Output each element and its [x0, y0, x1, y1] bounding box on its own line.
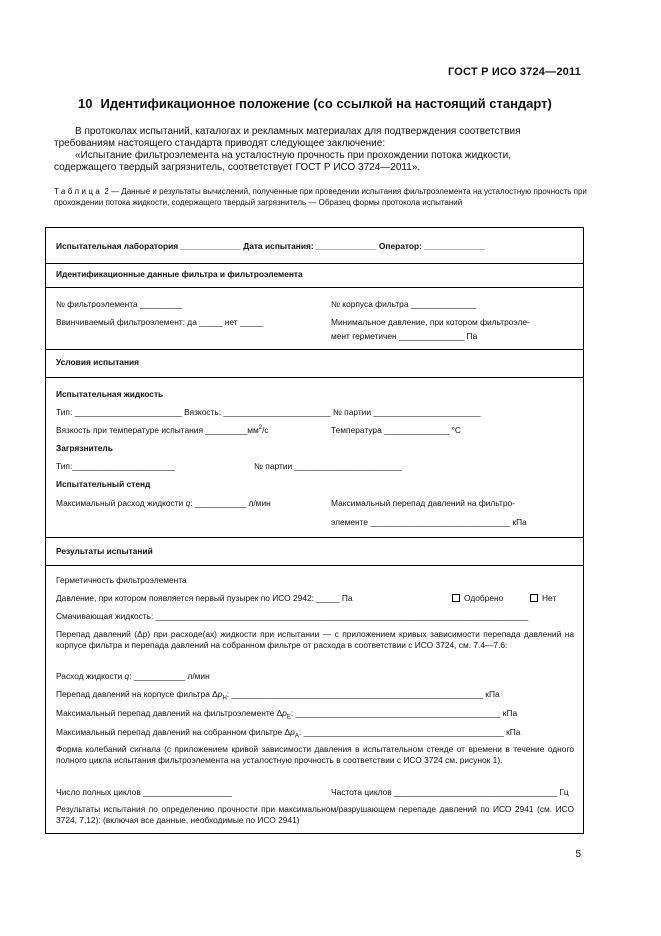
temperature-line: Температура ______________ °С: [331, 425, 461, 435]
identification-heading: Идентификационные данные фильтра и фильтроэлемента: [56, 269, 303, 279]
paragraph-1-line-1: В протоколах испытаний, каталогах и рекламных материалах для подтверждения соответствия: [75, 126, 521, 137]
cycles-line: Число полных циклов ___________________: [56, 787, 232, 797]
checkbox-square-icon: [452, 594, 460, 602]
dp-housing-line: Перепад давлений на корпусе фильтра $\Delta p_H$: ______________________________________________________ кПа: [56, 689, 500, 702]
tightness-label: Герметичность фильтроэлемента: [56, 575, 187, 585]
dp-assembled-line: Максимальный перепад давлений на собранном фильтре $\Delta p_A$: ___________________________________________ кПа: [56, 727, 521, 740]
max-flow-line: Максимальный расход жидкости q: ___________ л/мин: [56, 498, 271, 508]
contaminant-type: Тип:______________________: [56, 461, 175, 471]
screw-in-element-field: Ввинчиваемый фильтроэлемент: да _____ нет _____: [56, 317, 264, 327]
fluid-heading: Испытательная жидкость: [56, 389, 164, 399]
contaminant-heading: Загрязнитель: [56, 443, 113, 453]
element-number-field: № фильтроэлемента _________: [56, 299, 182, 309]
table-caption: [54, 186, 594, 208]
results-heading: Результаты испытаний: [56, 546, 153, 556]
divider: [45, 377, 584, 378]
document-header: ГОСТ Р ИСО 3724—2011: [447, 66, 581, 78]
divider: [45, 287, 584, 288]
pressure-drop-block: Перепад давлений (Δp) при расходе(ах) жидкости при испытании — с приложением кривых зависимости перепада давлений на корпусе фильтра и перепада давлений на собранном фильтре от расхода в соответствии с ИСО 3724, см. 7.4—7.6:: [56, 629, 574, 650]
frequency-line: Частота циклов ___________________________________ Гц: [331, 787, 569, 797]
housing-number-field: № корпуса фильтра ______________: [331, 299, 477, 309]
wetting-fluid-line: Смачивающая жидкость: ________________________________________________________________________________: [56, 611, 529, 621]
flow-rate-line: Расход жидкости q: ___________ л/мин: [56, 671, 210, 681]
waveform-block: Форма колебаний сигнала (с приложением кривой зависимости давления в испытательном стенде от времени в течение одного полного цикла испытания фильтроэлемента на усталостную прочность в соответствии с ИСО 3724 см. рисунок 1).: [56, 744, 574, 765]
lab-date-operator-line: Испытательная лаборатория _____________ Дата испытания: _____________ Оператор: _____________: [56, 241, 485, 251]
divider: [45, 263, 584, 264]
strength-results-block: Результаты испытания по определению прочности при максимальном/разрушающем перепаде давлений по ИСО 2941 (см. ИСО 3724, 7,12): (включая все данные, необходимые по ИСО 2941): [56, 804, 574, 825]
min-pressure-line-1: Минимальное давление, при котором фильтроэле-: [331, 317, 530, 327]
divider: [45, 537, 584, 538]
paragraph-1-line-2: требованиям настоящего стандарта приводят следующее заключение:: [54, 138, 386, 149]
divider: [45, 565, 584, 566]
paragraph-2-line-1: «Испытание фильтроэлемента на усталостную прочность при прохождении потока жидкости,: [75, 150, 511, 161]
section-number: 10: [78, 96, 93, 111]
max-dp-line-1: Максимальный перепад давлений на фильтро-: [331, 498, 515, 508]
paragraph-2-line-2: содержащего твердый загрязнитель, соответствует ГОСТ Р ИСО 3724—2011».: [54, 162, 421, 173]
fluid-type-line: Тип: _______________________ Вязкость: _______________________ № партии _______________________: [56, 407, 481, 417]
caption-word: Таблица: [54, 187, 103, 196]
no-checkbox: Нет: [530, 593, 556, 603]
section-heading: [78, 96, 552, 111]
approved-checkbox: Одобрено: [452, 593, 503, 603]
checkbox-square-icon: [530, 594, 538, 602]
bubble-point-line: Давление, при котором появляется первый пузырек по ИСО 2942: _____ Па: [56, 593, 353, 603]
divider: [45, 349, 584, 350]
caption-text: 2 — Данные и результаты вычислений, полученные при проведении испытания фильтроэлемента на усталостную прочность при прохождении потока жидкости, содержащего твердый загрязнитель — Образец формы протокола испытаний: [54, 187, 587, 207]
viscosity-line: Вязкость при температуре испытания $\_\_\_\_\_\_\_\_\_мм^2/с$: [56, 425, 269, 435]
contaminant-batch: № партии _______________________: [254, 461, 402, 471]
max-dp-line-2: элементе ______________________________ кПа: [331, 517, 527, 527]
page-number: 5: [575, 849, 581, 860]
dp-element-line: Максимальный перепад давлений на фильтроэлементе $\Delta p_E$: ____________________________________________ кПа: [56, 708, 518, 721]
section-title: Идентификационное положение (со ссылкой на настоящий стандарт): [100, 96, 552, 111]
test-stand-heading: Испытательный стенд: [56, 479, 151, 489]
min-pressure-line-2: мент герметичен ______________ Па: [331, 331, 478, 341]
conditions-heading: Условия испытания: [56, 357, 140, 367]
